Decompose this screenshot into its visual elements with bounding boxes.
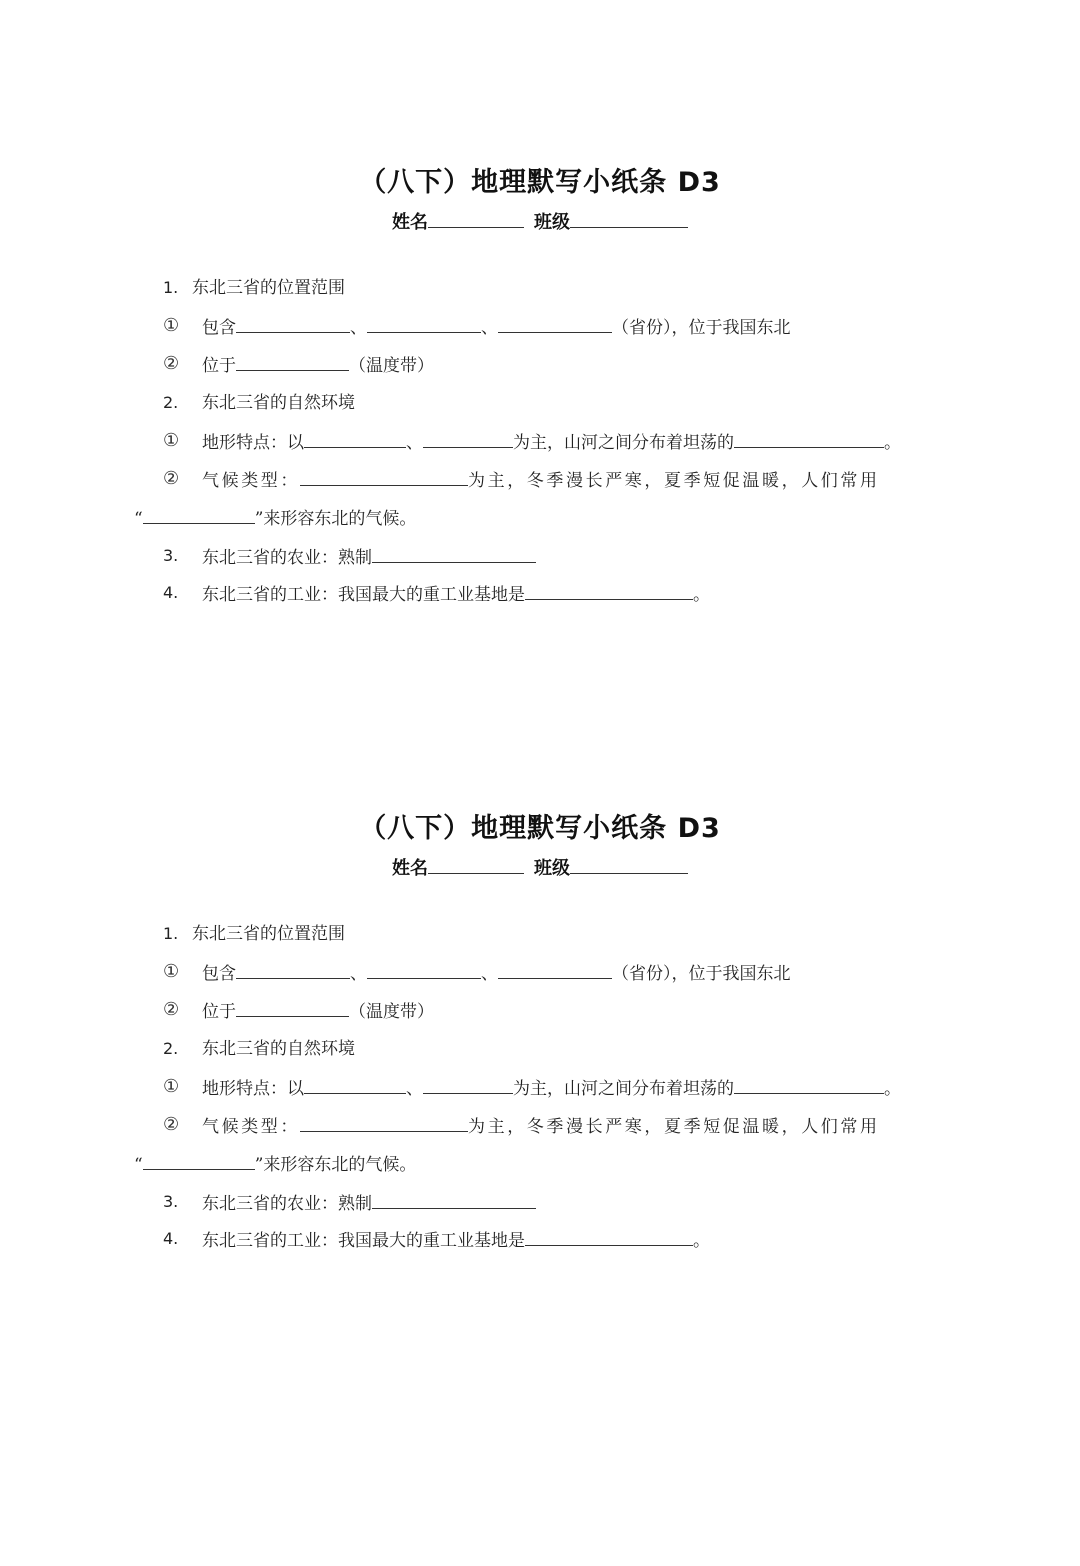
province-blank-3[interactable] <box>498 961 612 979</box>
question-text: 东北三省的自然环境 <box>202 393 355 413</box>
separator: 、 <box>481 964 498 984</box>
name-blank[interactable] <box>428 856 524 874</box>
name-label: 姓名 <box>392 212 428 233</box>
q1a-suffix: （省份），位于我国东北 <box>612 318 791 338</box>
name-class-row <box>0 854 1080 880</box>
q2a-prefix: 地形特点：以 <box>202 1079 304 1099</box>
name-label: 姓名 <box>392 858 428 879</box>
open-quote: “ <box>134 509 143 529</box>
question-number: 4. <box>163 1229 179 1248</box>
q2a-mid: 为主，山河之间分布着坦荡的 <box>513 1079 734 1099</box>
circled-two-marker: ② <box>163 1114 180 1135</box>
terrain-blank-1[interactable] <box>304 430 406 448</box>
province-blank-1[interactable] <box>236 961 350 979</box>
worksheet-title: （八下）地理默写小纸条 D3 <box>359 813 721 844</box>
climate-description-blank[interactable] <box>143 1152 255 1170</box>
open-quote: “ <box>134 1155 143 1175</box>
question-number: 3. <box>163 546 179 565</box>
q2a-mid: 为主，山河之间分布着坦荡的 <box>513 433 734 453</box>
circled-two-marker: ② <box>163 468 180 489</box>
industrial-base-blank[interactable] <box>525 582 693 600</box>
q1b-suffix: （温度带） <box>349 1002 434 1022</box>
question-number: 3. <box>163 1192 179 1211</box>
question-text: 东北三省的自然环境 <box>202 1039 355 1059</box>
province-blank-3[interactable] <box>498 315 612 333</box>
question-text: 东北三省的农业：熟制 <box>202 1194 372 1214</box>
temperature-zone-blank[interactable] <box>236 999 349 1017</box>
circled-two-marker: ② <box>163 999 180 1020</box>
terrain-blank-2[interactable] <box>423 430 513 448</box>
q2b-mid: 为主，冬季漫长严寒，夏季短促温暖，人们常用 <box>468 471 880 491</box>
q2a-end: 。 <box>884 433 901 453</box>
worksheet-slip-1 <box>0 0 1080 640</box>
terrain-blank-1[interactable] <box>304 1076 406 1094</box>
q1a-prefix: 包含 <box>202 318 236 338</box>
circled-one-marker: ① <box>163 1076 180 1097</box>
province-blank-2[interactable] <box>367 315 481 333</box>
climate-description-blank[interactable] <box>143 506 255 524</box>
question-text: 东北三省的农业：熟制 <box>202 548 372 568</box>
q2c-close: ”来形容东北的气候。 <box>254 509 417 529</box>
question-text: 东北三省的工业：我国最大的重工业基地是 <box>202 585 525 605</box>
class-blank[interactable] <box>570 856 688 874</box>
plain-blank[interactable] <box>734 1076 884 1094</box>
q2c-close: ”来形容东北的气候。 <box>254 1155 417 1175</box>
question-number: 2. <box>163 393 179 412</box>
q1b-suffix: （温度带） <box>349 356 434 376</box>
q4-end: 。 <box>693 585 710 605</box>
q2a-prefix: 地形特点：以 <box>202 433 304 453</box>
temperature-zone-blank[interactable] <box>236 353 349 371</box>
q2b-prefix: 气候类型： <box>202 1117 300 1137</box>
circled-one-marker: ① <box>163 315 180 336</box>
q2a-end: 。 <box>884 1079 901 1099</box>
plain-blank[interactable] <box>734 430 884 448</box>
class-label: 班级 <box>534 858 570 879</box>
crop-system-blank[interactable] <box>372 1191 536 1209</box>
worksheet-title: （八下）地理默写小纸条 D3 <box>359 167 721 198</box>
q4-end: 。 <box>693 1231 710 1251</box>
circled-one-marker: ① <box>163 430 180 451</box>
climate-type-blank[interactable] <box>300 1114 468 1132</box>
q1a-prefix: 包含 <box>202 964 236 984</box>
question-text: 东北三省的工业：我国最大的重工业基地是 <box>202 1231 525 1251</box>
question-number: 4. <box>163 583 179 602</box>
separator: 、 <box>406 433 423 453</box>
separator: 、 <box>350 964 367 984</box>
class-label: 班级 <box>534 212 570 233</box>
separator: 、 <box>481 318 498 338</box>
question-text: 东北三省的位置范围 <box>192 278 345 298</box>
q1b-prefix: 位于 <box>202 1002 236 1022</box>
name-class-row <box>0 208 1080 234</box>
name-blank[interactable] <box>428 210 524 228</box>
question-number: 1. <box>163 924 179 943</box>
q1a-suffix: （省份），位于我国东北 <box>612 964 791 984</box>
terrain-blank-2[interactable] <box>423 1076 513 1094</box>
circled-two-marker: ② <box>163 353 180 374</box>
class-blank[interactable] <box>570 210 688 228</box>
question-text: 东北三省的位置范围 <box>192 924 345 944</box>
province-blank-1[interactable] <box>236 315 350 333</box>
q2b-prefix: 气候类型： <box>202 471 300 491</box>
question-number: 1. <box>163 278 179 297</box>
crop-system-blank[interactable] <box>372 545 536 563</box>
separator: 、 <box>350 318 367 338</box>
q2b-mid: 为主，冬季漫长严寒，夏季短促温暖，人们常用 <box>468 1117 880 1137</box>
climate-type-blank[interactable] <box>300 468 468 486</box>
q1b-prefix: 位于 <box>202 356 236 376</box>
province-blank-2[interactable] <box>367 961 481 979</box>
circled-one-marker: ① <box>163 961 180 982</box>
industrial-base-blank[interactable] <box>525 1228 693 1246</box>
separator: 、 <box>406 1079 423 1099</box>
worksheet-slip-2 <box>0 646 1080 1286</box>
question-number: 2. <box>163 1039 179 1058</box>
